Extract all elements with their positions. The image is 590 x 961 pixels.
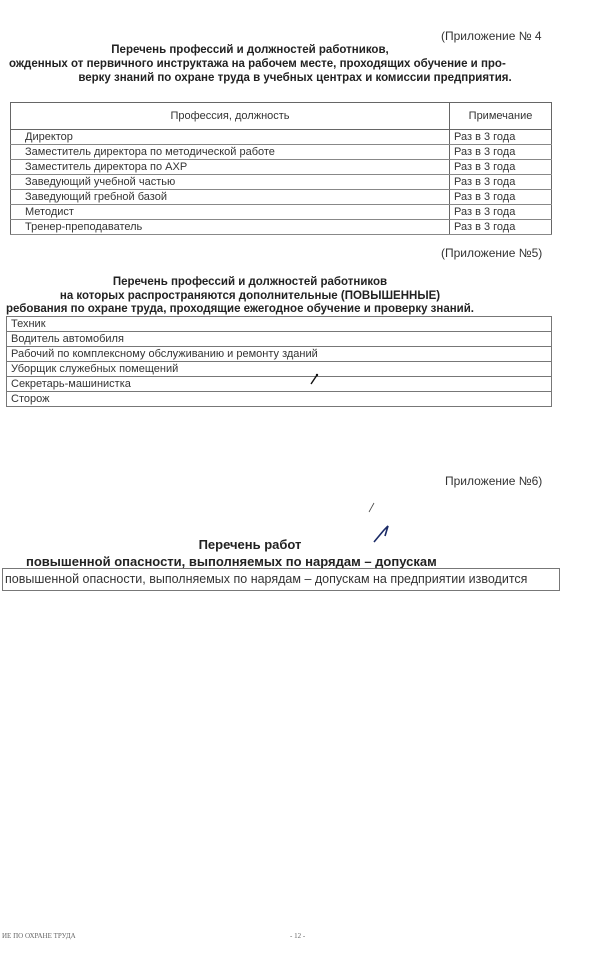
appendix-4-label: (Приложение № 4	[441, 29, 542, 43]
table-row	[7, 332, 552, 347]
profession-cell: Уборщик служебных помещений	[7, 362, 552, 377]
pen-mark	[366, 500, 378, 514]
profession-cell: Секретарь-машинистка	[7, 377, 552, 392]
column-header-profession: Профессия, должность	[11, 103, 450, 130]
table-row	[3, 569, 560, 591]
table-row	[11, 205, 552, 220]
note-cell: Раз в 3 года	[450, 190, 552, 205]
table-row	[11, 130, 552, 145]
hazardous-works-table	[2, 568, 560, 591]
appendix-6-label: Приложение №6)	[445, 474, 543, 488]
appendix-5-label: (Приложение №5)	[441, 246, 543, 260]
profession-cell: Сторож	[7, 392, 552, 407]
table-header-row	[11, 103, 552, 130]
profession-cell: Техник	[7, 317, 552, 332]
hazardous-works-note: повышенной опасности, выполняемых по нарядам – допускам на предприятии изводится	[3, 569, 560, 591]
profession-cell: Заместитель директора по методической работе	[11, 145, 450, 160]
profession-cell: Директор	[11, 130, 450, 145]
note-cell: Раз в 3 года	[450, 175, 552, 190]
note-cell: Раз в 3 года	[450, 145, 552, 160]
note-cell: Раз в 3 года	[450, 220, 552, 235]
section1-title-line-3: верку знаний по охране труда в учебных центрах и комиссии предприятия.	[78, 72, 512, 84]
table-row	[11, 160, 552, 175]
note-cell: Раз в 3 года	[450, 160, 552, 175]
table-row	[7, 392, 552, 407]
table-row	[11, 220, 552, 235]
page-number: - 12 -	[290, 932, 306, 940]
table-row	[11, 175, 552, 190]
section1-title-line-2: ожденных от первичного инструктажа на рабочем месте, проходящих обучение и про-	[9, 58, 506, 70]
note-cell: Раз в 3 года	[450, 205, 552, 220]
section2-title-line-2: на которых распространяются дополнительные (ПОВЫШЕННЫЕ)	[59, 290, 441, 302]
section3-title-line-2: повышенной опасности, выполняемых по нарядам – допускам	[26, 554, 437, 569]
profession-cell: Рабочий по комплексному обслуживанию и ремонту зданий	[7, 347, 552, 362]
profession-cell: Тренер-преподаватель	[11, 220, 450, 235]
section2-title-line-1: Перечень профессий и должностей работников	[112, 276, 388, 288]
section3-title-line-1: Перечень работ	[198, 537, 302, 552]
table-row	[11, 190, 552, 205]
increased-requirements-table	[6, 316, 552, 407]
note-cell: Раз в 3 года	[450, 130, 552, 145]
pen-mark	[372, 524, 394, 544]
footer-left-text: ИЕ ПО ОХРАНЕ ТРУДА	[2, 932, 76, 940]
profession-cell: Заведующий учебной частью	[11, 175, 450, 190]
table-row	[11, 145, 552, 160]
pen-mark	[308, 372, 322, 386]
table-row	[7, 377, 552, 392]
table-row	[7, 347, 552, 362]
table-row	[7, 362, 552, 377]
section1-title-line-1: Перечень профессий и должностей работников,	[111, 44, 389, 56]
profession-cell: Заместитель директора по АХР	[11, 160, 450, 175]
profession-cell: Водитель автомобиля	[7, 332, 552, 347]
section2-title-line-3: ребования по охране труда, проходящие ежегодное обучение и проверку знаний.	[6, 303, 475, 315]
profession-cell: Заведующий гребной базой	[11, 190, 450, 205]
table-row	[7, 317, 552, 332]
profession-cell: Методист	[11, 205, 450, 220]
professions-table	[10, 102, 552, 235]
column-header-note: Примечание	[450, 103, 552, 130]
